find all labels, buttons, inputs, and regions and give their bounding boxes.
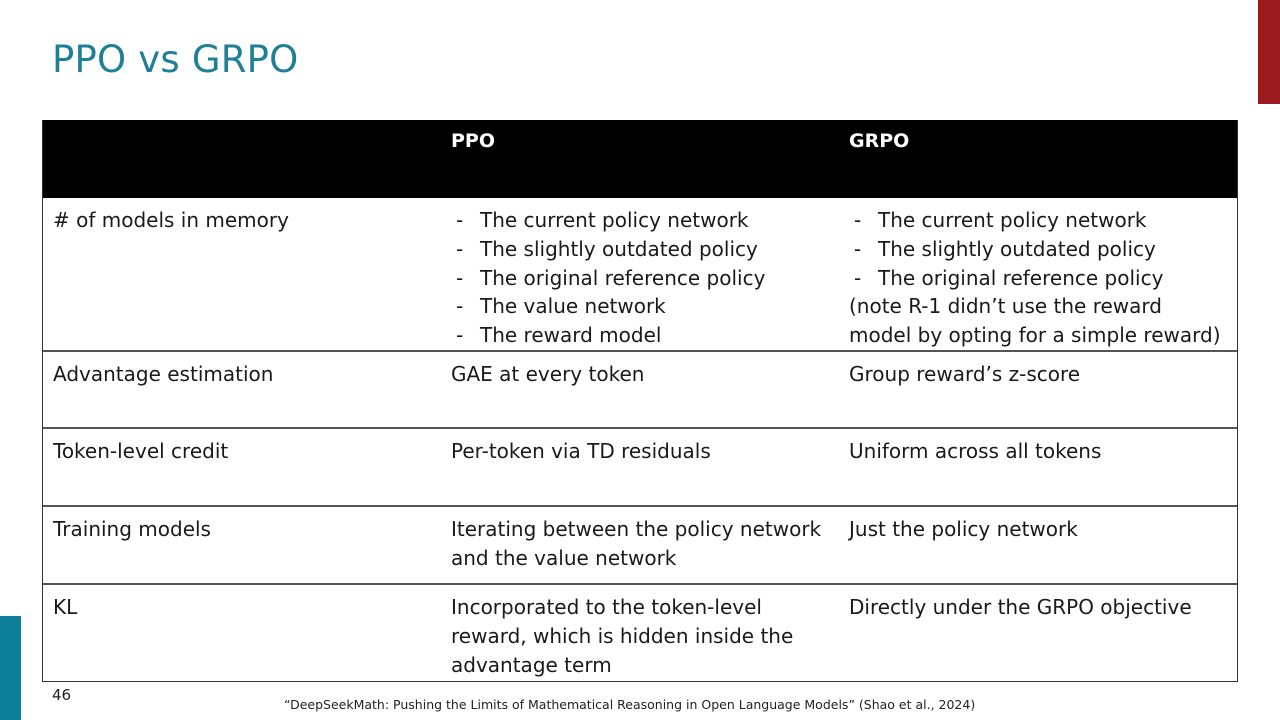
- ppo-advantage-cell: GAE at every token: [451, 362, 645, 386]
- list-item: - The current policy network: [451, 206, 829, 235]
- page-number: 46: [52, 686, 72, 704]
- table-row-credit: [43, 429, 1237, 507]
- row-label-models: # of models in memory: [53, 208, 289, 232]
- list-item: - The original reference policy: [451, 264, 829, 293]
- table-row-models: [43, 198, 1237, 352]
- header-cell-empty: [43, 120, 441, 198]
- header-cell-ppo: PPO: [451, 130, 496, 152]
- grpo-training-cell: Just the policy network: [849, 517, 1078, 541]
- row-label-training: Training models: [53, 517, 211, 541]
- list-item: - The original reference policy: [849, 264, 1227, 293]
- table-header-row: [43, 120, 1237, 198]
- list-item: - The value network: [451, 292, 829, 321]
- grpo-models-list: [849, 206, 1227, 292]
- row-label-advantage: Advantage estimation: [53, 362, 274, 386]
- list-item: - The current policy network: [849, 206, 1227, 235]
- table-row-kl: [43, 585, 1237, 681]
- grpo-advantage-cell: Group reward’s z-score: [849, 362, 1081, 386]
- grpo-credit-cell: Uniform across all tokens: [849, 439, 1102, 463]
- table-row-training: [43, 507, 1237, 585]
- ppo-models-cell: [441, 198, 839, 350]
- grpo-reward-note: (note R-1 didn’t use the reward model by opting for a simple reward): [849, 294, 1221, 348]
- slide-title: PPO vs GRPO: [52, 38, 299, 81]
- grpo-models-cell: [839, 198, 1237, 350]
- accent-bar-right: [1258, 0, 1280, 104]
- header-cell-grpo: GRPO: [849, 130, 910, 152]
- row-label-kl: KL: [53, 595, 78, 619]
- ppo-credit-cell: Per-token via TD residuals: [451, 439, 711, 463]
- list-item: - The slightly outdated policy: [849, 235, 1227, 264]
- row-label-credit: Token-level credit: [53, 439, 229, 463]
- list-item: - The reward model: [451, 321, 829, 350]
- ppo-training-cell: Iterating between the policy network and the value network: [451, 517, 822, 570]
- table-row-advantage: [43, 352, 1237, 429]
- citation-text: “DeepSeekMath: Pushing the Limits of Mathematical Reasoning in Open Language Models” (Shao et al., 2024): [284, 697, 976, 712]
- ppo-models-list: [451, 206, 829, 350]
- grpo-kl-cell: Directly under the GRPO objective: [849, 595, 1192, 619]
- ppo-kl-cell: Incorporated to the token-level reward, which is hidden inside the advantage term: [451, 595, 794, 677]
- comparison-table: [42, 120, 1238, 682]
- accent-bar-left: [0, 616, 21, 720]
- list-item: - The slightly outdated policy: [451, 235, 829, 264]
